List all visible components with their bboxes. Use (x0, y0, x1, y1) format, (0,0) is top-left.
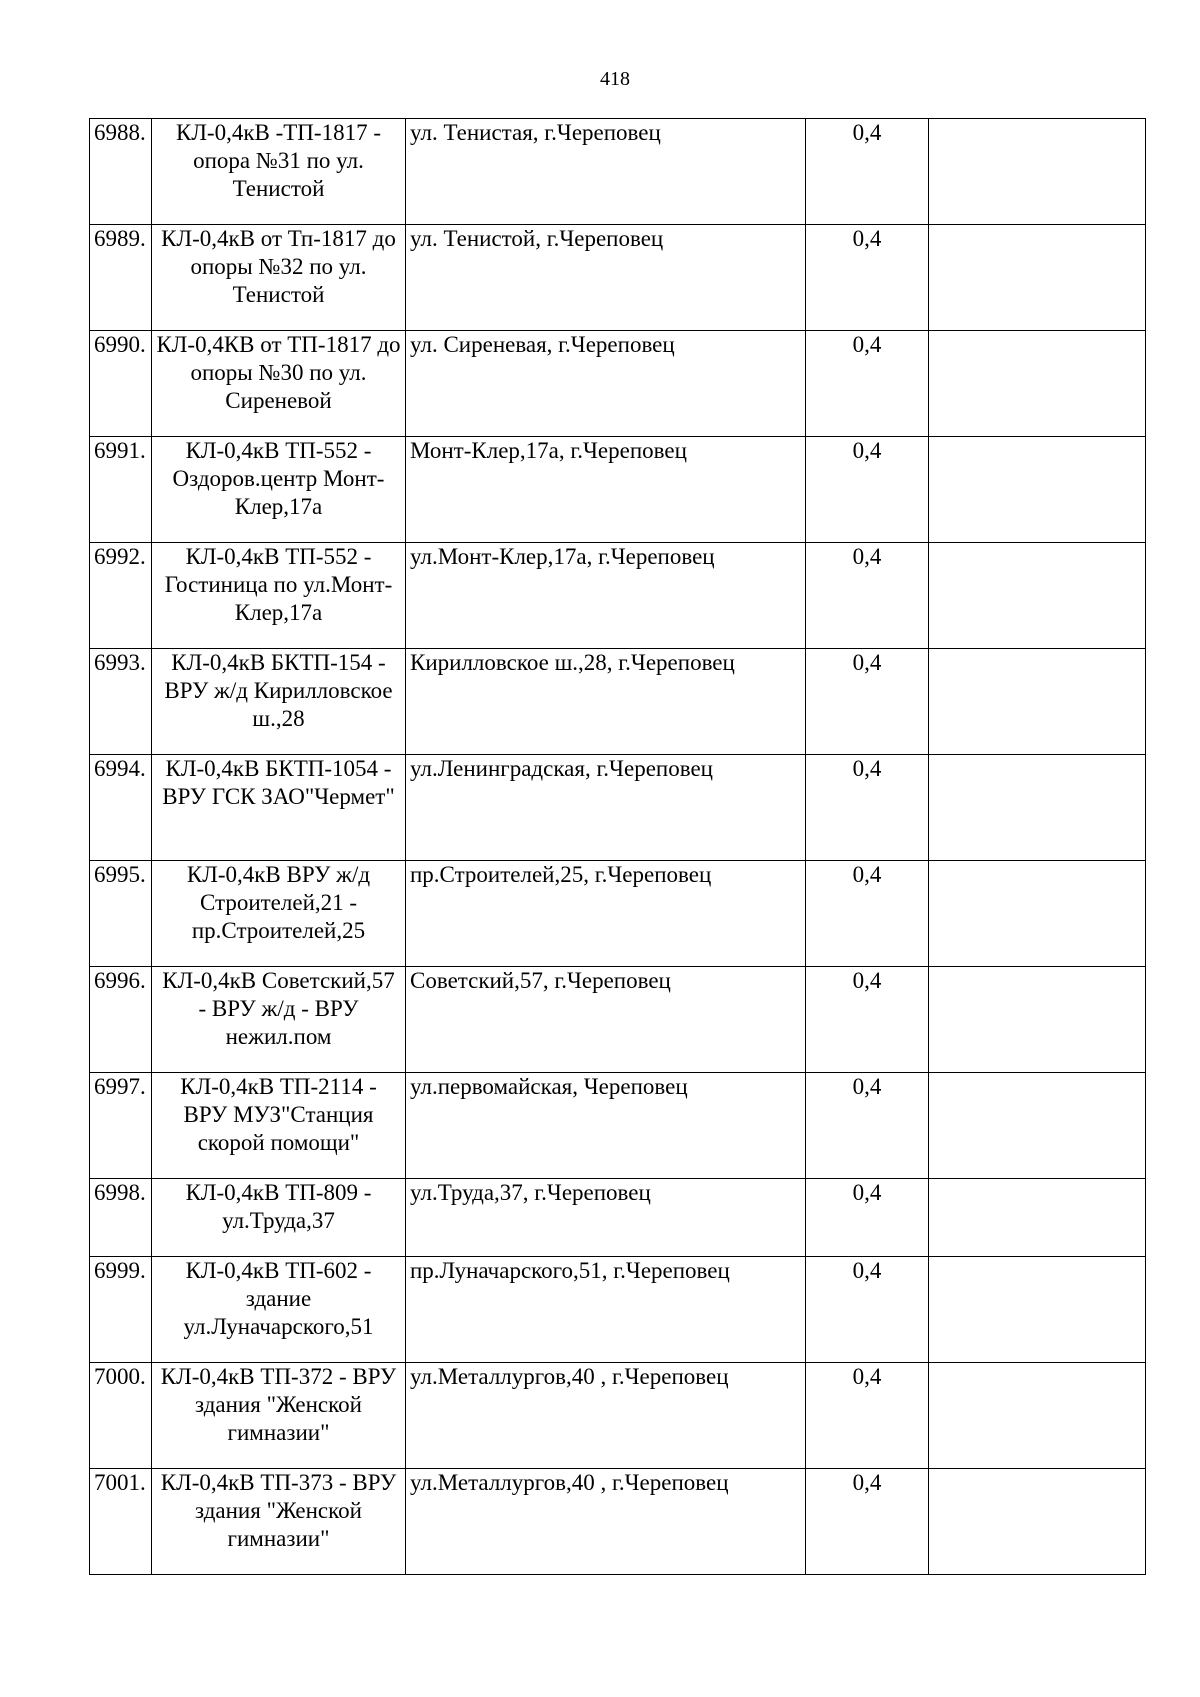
notes-cell (929, 1179, 1146, 1257)
notes-cell (929, 755, 1146, 861)
address-cell: ул.первомайская, Череповец (406, 1073, 806, 1179)
table-row (90, 225, 1146, 331)
registry-table (89, 118, 1146, 1575)
table-row (90, 755, 1146, 861)
address-cell: Советский,57, г.Череповец (406, 967, 806, 1073)
voltage-cell: 0,4 (806, 1073, 929, 1179)
row-number-cell: 6992. (90, 543, 152, 649)
table-row (90, 1073, 1146, 1179)
notes-cell (929, 861, 1146, 967)
voltage-cell: 0,4 (806, 437, 929, 543)
page-number: 418 (600, 68, 630, 90)
notes-cell (929, 1469, 1146, 1575)
line-name-cell: КЛ-0,4кВ ТП-552 - Гостиница по ул.Монт-Клер,17а (152, 543, 406, 649)
line-name-cell: КЛ-0,4кВ -ТП-1817 - опора №31 по ул. Тенистой (152, 119, 406, 225)
voltage-cell: 0,4 (806, 967, 929, 1073)
table-row (90, 861, 1146, 967)
notes-cell (929, 331, 1146, 437)
address-cell: ул. Тенистая, г.Череповец (406, 119, 806, 225)
table-row (90, 1257, 1146, 1363)
voltage-cell: 0,4 (806, 755, 929, 861)
address-cell: Кирилловское ш.,28, г.Череповец (406, 649, 806, 755)
address-cell: ул. Сиреневая, г.Череповец (406, 331, 806, 437)
line-name-cell: КЛ-0,4кВ БКТП-1054 - ВРУ ГСК ЗАО"Чермет" (152, 755, 406, 861)
table-row (90, 1179, 1146, 1257)
row-number-cell: 6989. (90, 225, 152, 331)
row-number-cell: 6997. (90, 1073, 152, 1179)
row-number-cell: 7001. (90, 1469, 152, 1575)
voltage-cell: 0,4 (806, 331, 929, 437)
table-row (90, 649, 1146, 755)
table-row (90, 437, 1146, 543)
table-row (90, 967, 1146, 1073)
row-number-cell: 6993. (90, 649, 152, 755)
notes-cell (929, 119, 1146, 225)
table-row (90, 543, 1146, 649)
table-row (90, 331, 1146, 437)
line-name-cell: КЛ-0,4кВ БКТП-154 - ВРУ ж/д Кирилловское ш.,28 (152, 649, 406, 755)
address-cell: ул.Монт-Клер,17а, г.Череповец (406, 543, 806, 649)
line-name-cell: КЛ-0,4кВ ТП-2114 - ВРУ МУЗ"Станция скорой помощи" (152, 1073, 406, 1179)
table-row (90, 119, 1146, 225)
line-name-cell: КЛ-0,4кВ ТП-372 - ВРУ здания "Женской гимназии" (152, 1363, 406, 1469)
line-name-cell: КЛ-0,4кВ ТП-809 - ул.Труда,37 (152, 1179, 406, 1257)
address-cell: ул.Ленинградская, г.Череповец (406, 755, 806, 861)
row-number-cell: 7000. (90, 1363, 152, 1469)
address-cell: ул.Металлургов,40 , г.Череповец (406, 1469, 806, 1575)
address-cell: Монт-Клер,17а, г.Череповец (406, 437, 806, 543)
voltage-cell: 0,4 (806, 119, 929, 225)
row-number-cell: 6995. (90, 861, 152, 967)
notes-cell (929, 1257, 1146, 1363)
address-cell: пр.Луначарского,51, г.Череповец (406, 1257, 806, 1363)
table-row (90, 1469, 1146, 1575)
line-name-cell: КЛ-0,4кВ ТП-602 - здание ул.Луначарского,51 (152, 1257, 406, 1363)
address-cell: ул.Металлургов,40 , г.Череповец (406, 1363, 806, 1469)
voltage-cell: 0,4 (806, 649, 929, 755)
voltage-cell: 0,4 (806, 1469, 929, 1575)
address-cell: ул.Труда,37, г.Череповец (406, 1179, 806, 1257)
line-name-cell: КЛ-0,4кВ ТП-373 - ВРУ здания "Женской гимназии" (152, 1469, 406, 1575)
voltage-cell: 0,4 (806, 225, 929, 331)
address-cell: ул. Тенистой, г.Череповец (406, 225, 806, 331)
notes-cell (929, 225, 1146, 331)
notes-cell (929, 967, 1146, 1073)
address-cell: пр.Строителей,25, г.Череповец (406, 861, 806, 967)
row-number-cell: 6988. (90, 119, 152, 225)
voltage-cell: 0,4 (806, 1363, 929, 1469)
voltage-cell: 0,4 (806, 543, 929, 649)
notes-cell (929, 437, 1146, 543)
row-number-cell: 6996. (90, 967, 152, 1073)
voltage-cell: 0,4 (806, 861, 929, 967)
line-name-cell: КЛ-0,4кВ ВРУ ж/д Строителей,21 - пр.Строителей,25 (152, 861, 406, 967)
notes-cell (929, 543, 1146, 649)
notes-cell (929, 1363, 1146, 1469)
row-number-cell: 6991. (90, 437, 152, 543)
line-name-cell: КЛ-0,4кВ Советский,57 - ВРУ ж/д - ВРУ нежил.пом (152, 967, 406, 1073)
table-row (90, 1363, 1146, 1469)
notes-cell (929, 1073, 1146, 1179)
notes-cell (929, 649, 1146, 755)
row-number-cell: 6990. (90, 331, 152, 437)
voltage-cell: 0,4 (806, 1179, 929, 1257)
line-name-cell: КЛ-0,4кВ ТП-552 - Оздоров.центр Монт-Клер,17а (152, 437, 406, 543)
registry-table-body (90, 119, 1146, 1575)
row-number-cell: 6994. (90, 755, 152, 861)
row-number-cell: 6999. (90, 1257, 152, 1363)
row-number-cell: 6998. (90, 1179, 152, 1257)
voltage-cell: 0,4 (806, 1257, 929, 1363)
line-name-cell: КЛ-0,4кВ от Тп-1817 до опоры №32 по ул. Тенистой (152, 225, 406, 331)
line-name-cell: КЛ-0,4КВ от ТП-1817 до опоры №30 по ул. Сиреневой (152, 331, 406, 437)
